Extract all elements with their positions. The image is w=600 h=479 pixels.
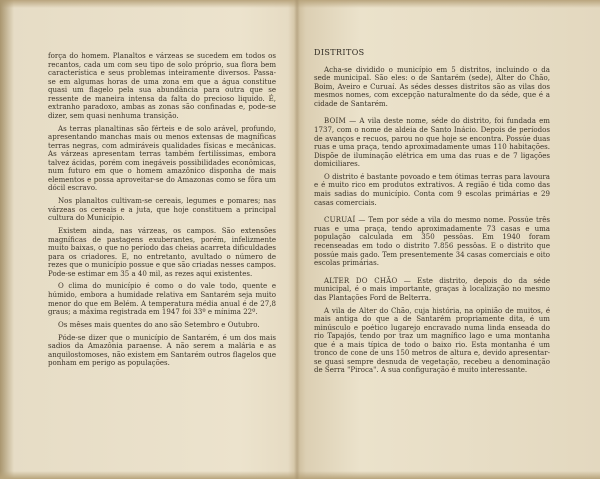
paper-edge-bottom: [0, 471, 600, 479]
right-page-column: [314, 49, 550, 379]
left-paragraph: O clima do município é como o do vale todo, quente e húmido, embora a humidade relativa em Santarém seja muito menor do que em Belém. A temperatura média anual é de 27,8 graus; a máxima registrada em 1947 foi 33º e mínima 22º.: [48, 281, 276, 317]
left-paragraph: força do homem. Planaltos e várzeas se sucedem em todos os recantos, cada um com seu tipo de solo próprio, sua flora bem característica e seus problemas inteiramente diversos. Passa-se em algumas horas de uma zona em que a água constitue quasi um flagelo pela sua abundância para outra que se ressente de maneira intensa da falta do precioso liquido. É, extranho paradoxo, ambas as zonas são confinadas e, pode-se dizer, sem quasi nenhuma transição.: [48, 51, 276, 120]
district-alter-do-chao-paragraph: [314, 277, 550, 303]
district-heading-curuai: CURUAÍ: [324, 215, 356, 225]
book-gutter: [294, 0, 300, 479]
left-page-column: [48, 52, 276, 372]
district-boim-paragraph: [314, 117, 550, 168]
district-text: — A vila deste nome, séde do distrito, foi fundada em 1737, com o nome de aldeia de Santo Inácio. Depois de períodos de avanços e recuos, parou no que hoje se encontra. Possúe duas ruas e uma praça, tendo aproximadamente umas 110 habitações. Dispõe de iluminação elétrica em uma das ruas e de 7 ligações domiciliares.: [314, 116, 550, 169]
district-text: — Este distrito, depois do da séde municipal, é o mais importante, graças à localização no mesmo das Plantações Ford de Belterra.: [314, 275, 550, 302]
paper-edge-top: [0, 0, 600, 8]
left-paragraph: Nos planaltos cultivam-se cereais, legumes e pomares; nas várzeas os cereais e a juta, que hoje constituem a principal cultura do Município.: [48, 196, 276, 223]
district-text: — Tem por séde a vila do mesmo nome. Possúe três ruas e uma praça, tendo aproximadamente 73 casas e uma população calculada em 350 pessôas. Em 1940 foram recenseadas em todo o distrito 7.856 pessôas. E o distrito que possúe mais gado. Tem presentemente 34 casas comerciais e oito escolas primárias.: [314, 215, 550, 268]
left-paragraph: As terras planaltinas são férteis e de solo arável, profundo, apresentando manchas mais ou menos extensas de magníficas terras negras, com admiráveis qualidades físicas e mecânicas. As várzeas apresentam terras também fertilíssimas, embora talvez ácidas, porém com inegáveis possibilidades econômicas, num futuro em que o homem amazônico disponha de mais elementos e possa aproveitar-se do Amazonas como se fôra um dócil escravo.: [48, 123, 276, 193]
paper-edge-left: [0, 0, 14, 479]
district-heading-alter-do-chao: ALTER DO CHÃO: [324, 275, 398, 285]
districts-intro: Acha-se dividido o município em 5 distritos, incluindo o da sede municipal. São eles: o de Santarém (sede), Alter do Chão, Boim, Aveiro e Curuaí. As sédes desses distritos são as vilas dos mesmos nomes, com excepção naturalmente do da séde, que é a cidade de Santarém.: [314, 64, 550, 108]
left-paragraph: Existem ainda, nas várzeas, os campos. São extensões magníficas de pastagens exuberantes, porém, infelizmente muito baixas, o que no período das cheias acarreta dificuldades para os criadores. E, no entretanto, avultado o número de rezes que o município possue e que são criadas nesses campos. Pode-se estimar em 35 a 40 mil, as rezes aqui existentes.: [48, 225, 276, 278]
section-title: DISTRITOS: [314, 48, 365, 57]
left-paragraph: Póde-se dizer que o município de Santarém, é um dos mais sadios da Amazônia paraense. A não serem a malária e as anquilostomoses, não existem em Santarém outros flagelos que ponham em perigo as populações.: [48, 332, 276, 368]
district-paragraph: O distrito é bastante povoado e tem ótimas terras para lavoura e é muito rico em produtos extrativos. A região é tida como das mais sadias do município. Conta com 9 escolas primárias e 29 casas comerciais.: [314, 171, 550, 207]
left-paragraph: Os mêses mais quentes do ano são Setembro e Outubro.: [58, 319, 260, 329]
district-heading-boim: BOIM: [324, 116, 346, 126]
district-paragraph: A vila de Alter do Chão, cuja história, na opinião de muitos, é mais antiga do que a de Santarém propriamente dita, é um minúsculo e poético lugarejo encravado numa linda enseada do rio Tapajós, tendo por traz um magnífico lago e uma montanha que é a mais típica de todo o baixo rio. Esta montanha é um tronco de cone de uns 150 metros de altura e, devido apresentar-se quasi sempre desnuda de vegetação, recebeu a denominação de Serra "Piroca". A sua configuração é muito interessante.: [314, 305, 550, 375]
district-curuai-paragraph: [314, 216, 550, 267]
